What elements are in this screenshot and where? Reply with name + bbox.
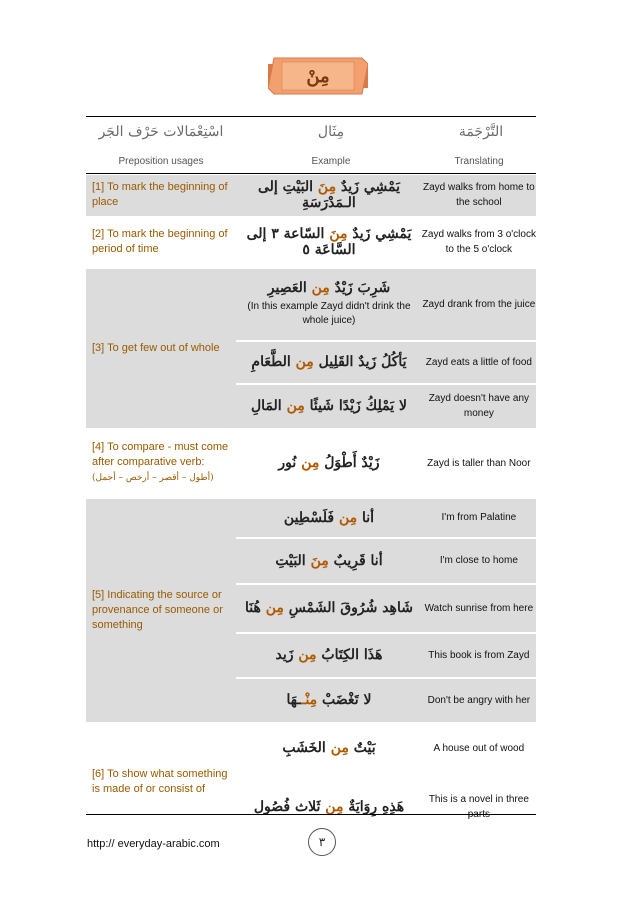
example-text: يَأكُلُ زَيدٌ القَلِيل: [313, 354, 407, 370]
header-usage-ar: اسْتِعْمَالات حَرْف الجَر: [98, 124, 224, 140]
usage-table: [86, 175, 536, 842]
usage-cell: [1] To mark the beginning of place: [86, 175, 236, 216]
preposition-highlight: مِن: [338, 509, 358, 526]
example-text: بَيْتٌ: [348, 740, 376, 756]
table-row: [86, 723, 536, 773]
example-text: زَيد: [275, 647, 299, 663]
example-text: البَيْتِ إلى الـمَدْرَسَةِ: [257, 179, 356, 212]
translation-cell: Don't be angry with her: [422, 678, 536, 722]
table-row: [86, 217, 536, 267]
preposition-highlight: مِن: [298, 647, 317, 663]
preposition-highlight: مِنَ: [310, 552, 329, 569]
example-cell: [236, 429, 422, 497]
example-text: العَصِيرِ: [267, 280, 312, 296]
example-text: زَيْدٌ أَطْوَلُ: [319, 455, 380, 471]
preposition-highlight: مِن: [325, 799, 344, 815]
example-text: يَمْشِي زَيدٌ: [347, 226, 412, 242]
header-example-ar: مِثَال: [317, 124, 345, 140]
table-row: [86, 175, 536, 216]
header-usage-en: Preposition usages: [118, 156, 204, 167]
example-cell: [236, 538, 422, 583]
translation-cell: I'm from Palatine: [422, 498, 536, 537]
example-text: ثَلاث فُصُول: [253, 799, 326, 815]
translation-cell: Zayd walks from 3 o'clock to the 5 o'clock: [422, 217, 536, 267]
translation-cell: Zayd drank from the juice: [422, 268, 536, 340]
example-text: أنا قَرِيبٌ: [328, 552, 383, 569]
translation-cell: This book is from Zayd: [422, 633, 536, 677]
example-cell: [236, 384, 422, 428]
translation-cell: Zayd is taller than Noor: [422, 429, 536, 497]
example-text: الخَشَبِ: [282, 740, 331, 756]
preposition-highlight: مِن: [301, 455, 320, 471]
usage-arabic-list: (أطول – أقصر – أرخص – أجمل): [92, 473, 214, 483]
example-text: أنا: [357, 509, 375, 526]
example-cell: [236, 678, 422, 722]
usage-cell: [3] To get few out of whole: [86, 268, 236, 428]
example-text: فَلَسْطِين: [283, 509, 339, 526]
example-text: السّاعة ٣ إلى السَّاعَة ٥: [246, 226, 356, 258]
example-text: شَاهِد شُرُوقَ الشَمْسِ: [283, 600, 413, 616]
usage-cell: [5] Indicating the source or provenance of someone or something: [86, 498, 236, 722]
table-row: [86, 429, 536, 497]
header-top-rule: [86, 116, 536, 117]
example-cell: [236, 498, 422, 537]
preposition-highlight: مِن: [286, 398, 305, 414]
example-text: هُنَا: [245, 600, 266, 616]
usage-cell: [2] To mark the beginning of period of time: [86, 217, 236, 267]
example-note: (In this example Zayd didn't drink the whole juice): [247, 301, 411, 326]
example-text: المَالِ: [251, 398, 287, 414]
usage-cell: [6] To show what something is made of or consist of: [86, 723, 236, 841]
example-cell: [236, 723, 422, 773]
title-banner: [268, 56, 368, 96]
translation-cell: A house out of wood: [422, 723, 536, 773]
page-title: مِنْ: [306, 65, 330, 87]
example-cell: [236, 268, 422, 340]
example-text: الطَّعَامِ: [251, 354, 296, 370]
example-cell: [236, 217, 422, 267]
page-number: ٣: [308, 828, 336, 856]
example-cell: [236, 341, 422, 383]
preposition-highlight: مِنَ: [329, 226, 348, 242]
footer-rule: [86, 814, 536, 815]
header-translation-en: Translating: [454, 156, 504, 167]
preposition-highlight: مِن: [295, 354, 314, 370]
preposition-highlight: مِن: [265, 600, 284, 616]
header-example-en: Example: [311, 156, 351, 167]
header-bottom-rule: [86, 173, 536, 174]
example-text: هَذِهِ رِوَايَةٌ: [343, 799, 405, 815]
example-text: هَذَا الكِتَابُ: [316, 647, 383, 663]
example-text: شَرِبَ زَيْدٌ: [329, 280, 391, 296]
usage-cell: [86, 429, 236, 497]
example-text: البَيْتِ: [275, 552, 311, 569]
usage-text: [4] To compare - must come after comparative verb:: [92, 441, 229, 468]
header-translation-ar: التَّرْجَمَة: [458, 124, 504, 140]
translation-cell: Zayd walks from home to the school: [422, 175, 536, 216]
example-cell: [236, 175, 422, 216]
translation-cell: This is a novel in three parts: [422, 773, 536, 841]
example-text: يَمْشِي زَيدٌ: [336, 179, 400, 196]
translation-cell: Zayd eats a little of food: [422, 341, 536, 383]
table-row: [86, 498, 536, 537]
preposition-highlight: مِنَ: [317, 179, 337, 196]
preposition-highlight: مِن: [311, 280, 330, 296]
example-text: لا تَغْضَبْ: [317, 692, 372, 708]
example-text: نُور: [278, 455, 302, 471]
footer-url: http:// everyday-arabic.com: [87, 838, 220, 850]
translation-cell: I'm close to home: [422, 538, 536, 583]
example-text: لا يَمْلِكُ زَيْدًا شَيئًا: [304, 398, 407, 414]
preposition-highlight: مِنْـ: [301, 692, 318, 708]
example-text: ـهَا: [286, 692, 302, 708]
example-cell: [236, 584, 422, 632]
translation-cell: Watch sunrise from here: [422, 584, 536, 632]
translation-cell: Zayd doesn't have any money: [422, 384, 536, 428]
table-row: [86, 268, 536, 340]
example-cell: [236, 633, 422, 677]
preposition-highlight: مِن: [330, 740, 349, 756]
